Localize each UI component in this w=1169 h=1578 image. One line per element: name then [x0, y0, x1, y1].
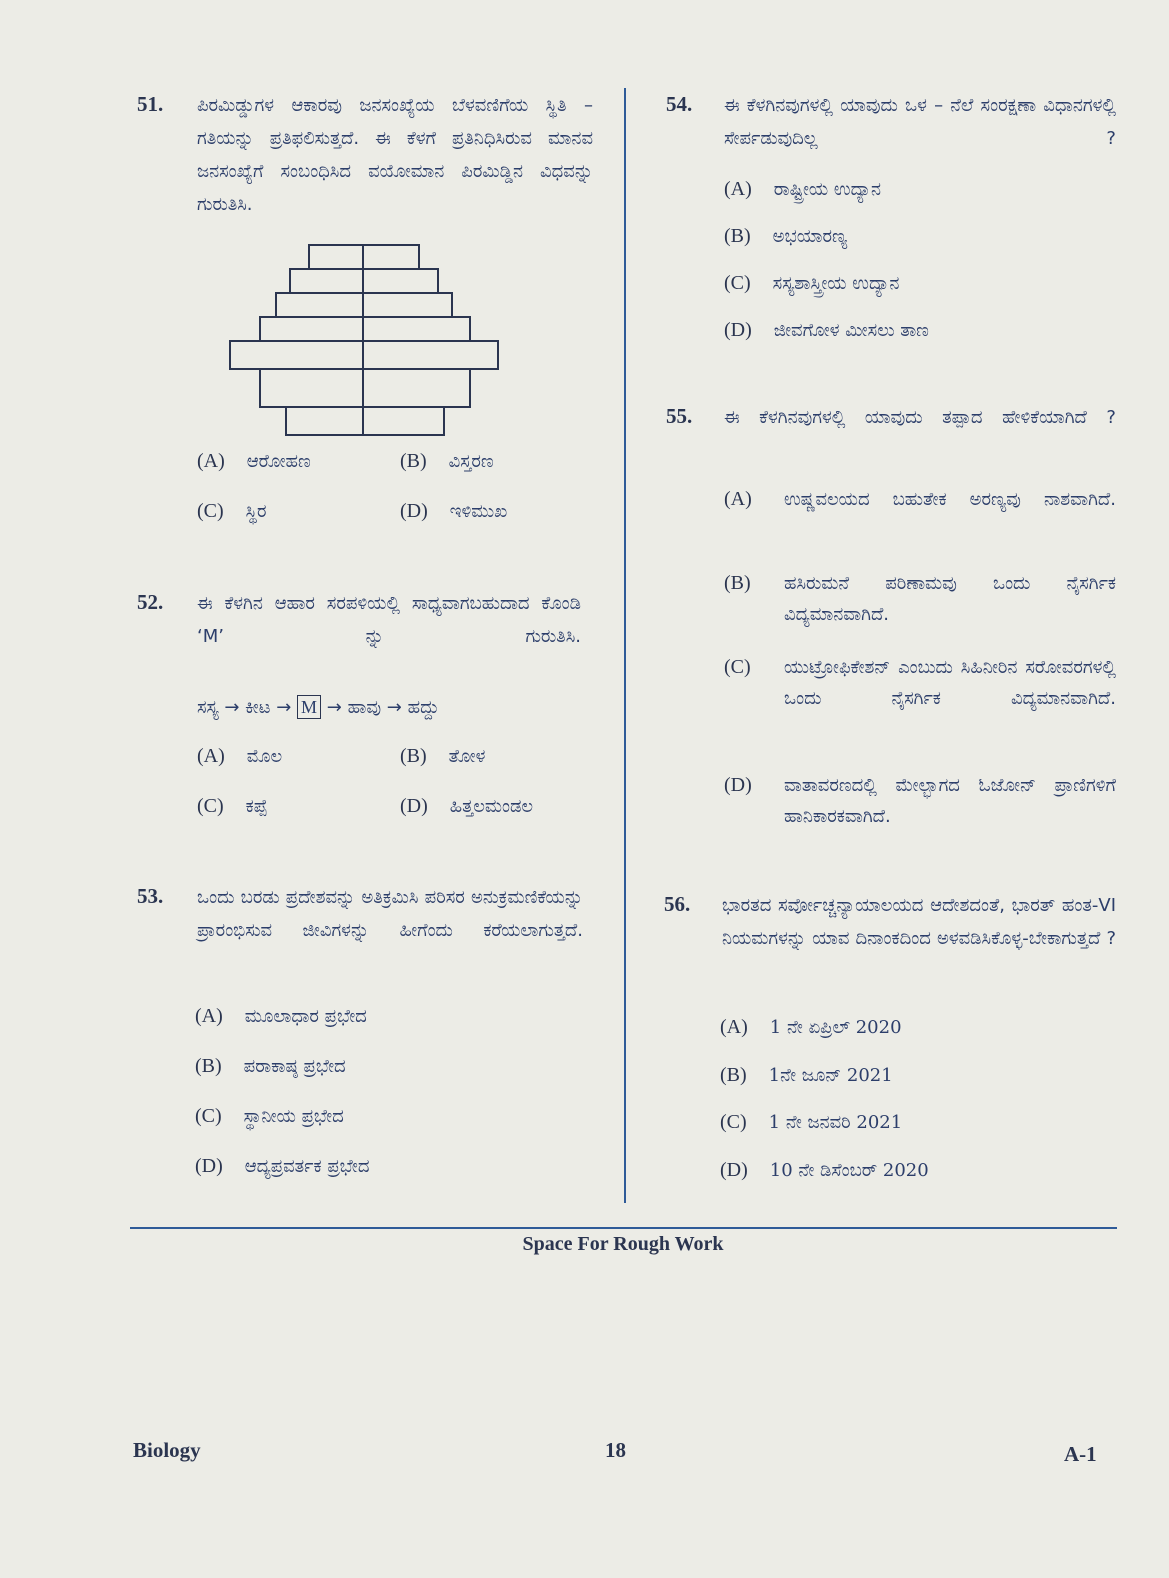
option-text: ಆದ್ಯಪ್ರವರ್ತಕ ಪ್ರಭೇದ	[244, 1156, 370, 1177]
q54-text: ಈ ಕೆಳಗಿನವುಗಳಲ್ಲಿ ಯಾವುದು ಒಳ – ನೆಲೆ ಸಂರಕ್ಷಣಾ ವಿಧಾನಗಳಲ್ಲಿ ಸೇರ್ಪಡುವುದಿಲ್ಲ ?	[724, 95, 1116, 149]
option-label: (B)	[195, 1055, 222, 1077]
q53-option-d[interactable]	[195, 1155, 370, 1178]
option-text: ರಾಷ್ಟ್ರೀಯ ಉದ್ಯಾನ	[773, 179, 882, 200]
q55-option-d[interactable]	[724, 770, 1116, 832]
q55-number: 55.	[666, 404, 693, 428]
q56-option-b[interactable]	[720, 1064, 893, 1087]
q53-text: ಒಂದು ಬರಡು ಪ್ರದೇಶವನ್ನು ಅತಿಕ್ರಮಿಸಿ ಪರಿಸರ ಅನುಕ್ರಮಣಿಕೆಯನ್ನು ಪ್ರಾರಂಭಿಸುವ ಜೀವಿಗಳನ್ನು ಹೀಗೆಂದು ಕರೆಯಲಾಗುತ್ತದೆ.	[197, 887, 583, 941]
pyramid-bar-4	[260, 317, 470, 341]
column-divider	[624, 88, 626, 1203]
q53-option-c[interactable]	[195, 1105, 344, 1128]
option-label: (C)	[724, 272, 751, 294]
option-text: ಅಭಯಾರಣ್ಯ	[772, 226, 848, 247]
q56-text: ಭಾರತದ ಸರ್ವೋಚ್ಚನ್ಯಾಯಾಲಯದ ಆದೇಶದಂತೆ, ಭಾರತ್ ಹಂತ-VI ನಿಯಮಗಳನ್ನು ಯಾವ ದಿನಾಂಕದಿಂದ ಅಳವಡಿಸಿಕೊಳ್ಳ-ಬೇಕಾಗುತ್ತದೆ ?	[722, 895, 1116, 949]
option-label: (C)	[197, 500, 224, 522]
q52-number: 52.	[137, 590, 164, 614]
q52-option-a[interactable]	[197, 745, 282, 768]
option-text: 1 ನೇ ಏಪ್ರಿಲ್ 2020	[769, 1017, 902, 1038]
q54-number: 54.	[666, 92, 693, 116]
option-text: ಸ್ಥಾನೀಯ ಪ್ರಭೇದ	[243, 1106, 344, 1127]
q51-option-a[interactable]	[197, 450, 311, 473]
option-text: ಇಳಿಮುಖ	[449, 501, 508, 522]
footer-subject: Biology	[133, 1438, 201, 1462]
q54-option-d[interactable]	[724, 319, 929, 342]
q55-option-c[interactable]	[724, 652, 1116, 714]
q53-option-b[interactable]	[195, 1055, 346, 1078]
option-text: 1ನೇ ಜೂನ್ 2021	[768, 1065, 893, 1086]
q56-option-d[interactable]	[720, 1159, 929, 1182]
rough-work-heading: Space For Rough Work	[522, 1233, 724, 1255]
q55-text: ಈ ಕೆಳಗಿನವುಗಳಲ್ಲಿ ಯಾವುದು ತಪ್ಪಾದ ಹೇಳಿಕೆಯಾಗಿದೆ ?	[724, 407, 1116, 428]
option-text: ಉಷ್ಣವಲಯದ ಬಹುತೇಕ ಅರಣ್ಯವು ನಾಶವಾಗಿದೆ.	[784, 489, 1116, 510]
option-label: (D)	[195, 1155, 223, 1177]
option-text: ಜೀವಗೋಳ ಮೀಸಲು ತಾಣ	[773, 320, 929, 341]
q54-option-a[interactable]	[724, 178, 881, 201]
q53-number: 53.	[137, 884, 164, 908]
option-label: (C)	[720, 1111, 747, 1133]
rough-work-rule	[130, 1227, 1117, 1229]
q56-number: 56.	[664, 892, 691, 916]
q55-option-b[interactable]	[724, 568, 1116, 630]
q53-option-a[interactable]	[195, 1005, 367, 1028]
option-label: (D)	[400, 500, 428, 522]
option-text: 1 ನೇ ಜನವರಿ 2021	[768, 1112, 903, 1133]
option-text: ವಾತಾವರಣದಲ್ಲಿ ಮೇಲ್ಭಾಗದ ಓಜೋನ್ ಪ್ರಾಣಿಗಳಿಗೆ ಹಾನಿಕಾರಕವಾಗಿದೆ.	[784, 775, 1116, 827]
option-text: ಮೊಲ	[246, 746, 283, 767]
option-label: (D)	[724, 319, 752, 341]
q55-option-a[interactable]	[724, 484, 1116, 515]
option-label: (C)	[724, 656, 751, 678]
option-text: 10 ನೇ ಡಿಸೆಂಬರ್ 2020	[769, 1160, 929, 1181]
option-label: (D)	[400, 795, 428, 817]
q51-option-b[interactable]	[400, 450, 494, 473]
q54-option-b[interactable]	[724, 225, 847, 248]
pyramid-bar-6	[260, 369, 470, 407]
option-label: (A)	[197, 450, 225, 472]
option-label: (C)	[195, 1105, 222, 1127]
q52-text: ಈ ಕೆಳಗಿನ ಆಹಾರ ಸರಪಳಿಯಲ್ಲಿ ಸಾಧ್ಯವಾಗಬಹುದಾದ ಕೊಂಡಿ ‘M’ ನ್ನು ಗುರುತಿಸಿ.	[197, 593, 581, 647]
option-text: ತೋಳ	[448, 746, 486, 767]
option-label: (B)	[720, 1064, 747, 1086]
option-label: (B)	[400, 450, 427, 472]
pyramid-bar-7	[286, 407, 444, 435]
option-text: ಸ್ಥಿರ	[245, 501, 267, 522]
footer-page-number: 18	[605, 1438, 626, 1462]
option-text: ಸಸ್ಯಶಾಸ್ತ್ರೀಯ ಉದ್ಯಾನ	[772, 273, 900, 294]
option-label: (B)	[724, 225, 751, 247]
option-text: ಆರೋಹಣ	[246, 451, 311, 472]
option-label: (A)	[720, 1016, 748, 1038]
q54-option-c[interactable]	[724, 272, 899, 295]
option-text: ಯುಟ್ರೋಫಿಕೇಶನ್ ಎಂಬುದು ಸಿಹಿನೀರಿನ ಸರೋವರಗಳಲ್ಲಿ ಒಂದು ನೈಸರ್ಗಿಕ ವಿದ್ಯಮಾನವಾಗಿದೆ.	[784, 657, 1116, 709]
option-label: (B)	[724, 572, 751, 594]
option-label: (C)	[197, 795, 224, 817]
option-label: (D)	[724, 774, 752, 796]
q56-option-a[interactable]	[720, 1016, 902, 1039]
q56-option-c[interactable]	[720, 1111, 902, 1134]
option-text: ವಿಸ್ತರಣ	[448, 451, 494, 472]
q51-option-d[interactable]	[400, 500, 507, 523]
q52-option-d[interactable]	[400, 795, 533, 818]
option-label: (A)	[197, 745, 225, 767]
q51-number: 51.	[137, 92, 164, 116]
option-label: (D)	[720, 1159, 748, 1181]
food-chain-box-m: M	[297, 695, 321, 719]
footer-code: A-1	[1064, 1442, 1097, 1466]
age-pyramid-diagram	[226, 243, 502, 439]
q51-text: ಪಿರಮಿಡ್ಡುಗಳ ಆಕಾರವು ಜನಸಂಖ್ಯೆಯ ಬೆಳವಣಿಗೆಯ ಸ್ಥಿತಿ – ಗತಿಯನ್ನು ಪ್ರತಿಫಲಿಸುತ್ತದೆ. ಈ ಕೆಳಗೆ ಪ್ರತಿನಿಧಿಸಿರುವ ಮಾನವ ಜನಸಂಖ್ಯೆಗೆ ಸಂಬಂಧಿಸಿದ ವಯೋಮಾನ ಪಿರಮಿಡ್ಡಿನ ವಿಧವನ್ನು ಗುರುತಿಸಿ.	[197, 95, 593, 215]
option-label: (A)	[195, 1005, 223, 1027]
option-label: (B)	[400, 745, 427, 767]
option-text: ಪರಾಕಾಷ್ಠ ಪ್ರಭೇದ	[243, 1056, 346, 1077]
option-text: ಹಸಿರುಮನೆ ಪರಿಣಾಮವು ಒಂದು ನೈಸರ್ಗಿಕ ವಿದ್ಯಮಾನವಾಗಿದೆ.	[784, 573, 1116, 625]
q51-option-c[interactable]	[197, 500, 267, 523]
q52-option-c[interactable]	[197, 795, 267, 818]
option-text: ಹಿತ್ತಲಮಂಡಲ	[449, 796, 534, 817]
food-chain-end: → ಹಾವು → ಹದ್ದು	[326, 697, 440, 718]
option-text: ಕಪ್ಪೆ	[245, 796, 268, 817]
option-label: (A)	[724, 488, 752, 510]
option-text: ಮೂಲಾಧಾರ ಪ್ರಭೇದ	[244, 1006, 367, 1027]
option-label: (A)	[724, 178, 752, 200]
food-chain-start: ಸಸ್ಯ → ಕೀಟ →	[197, 697, 292, 718]
q52-food-chain	[197, 695, 439, 719]
q52-option-b[interactable]	[400, 745, 485, 768]
